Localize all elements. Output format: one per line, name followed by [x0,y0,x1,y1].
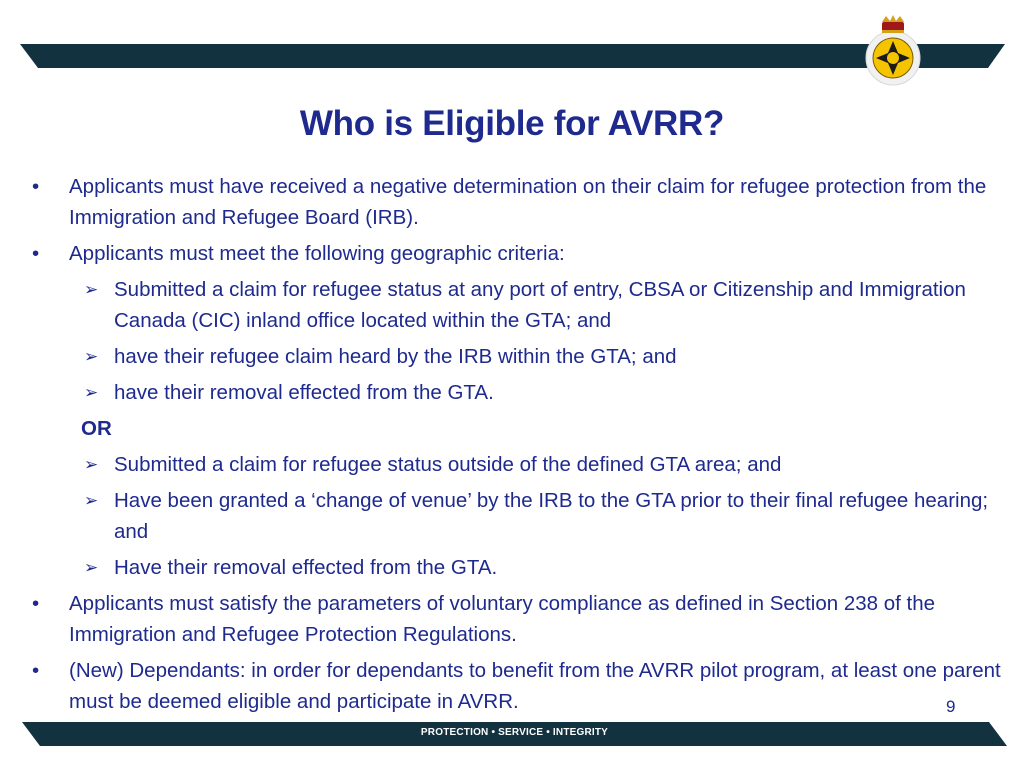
bullet-text: (New) Dependants: in order for dependants to benefit from the AVRR pilot program, at least one parent must be deemed eligible and participate in AVRR. [69,659,1001,713]
sub-bullet-item [30,485,1005,547]
bullet-item [30,655,1005,717]
sub-bullet-item [30,274,1005,336]
bullet-text: Applicants must have received a negative determination on their claim for refugee protection from the Immigration and Refugee Board (IRB). [69,175,987,229]
sub-bullet-text: have their refugee claim heard by the IRB within the GTA; and [114,345,677,368]
sub-bullet-item [30,341,1005,372]
arrow-bullet-icon: ➢ [84,383,99,402]
sub-bullet-text: have their removal effected from the GTA. [114,381,494,404]
bullet-marker: • [32,659,40,682]
sub-bullet-text: Have their removal effected from the GTA. [114,556,498,579]
sub-bullet-text: Have been granted a ‘change of venue’ by the IRB to the GTA prior to their final refugee hearing; and [114,489,989,543]
sub-bullet-item [30,377,1005,408]
or-separator: OR [81,417,112,440]
sub-bullet-item [30,449,1005,480]
bullet-item [30,588,1005,650]
bullet-marker: • [32,175,40,198]
bullet-text: Applicants must satisfy the parameters of voluntary compliance as defined in Section 238 of the Immigration and Refugee Protection Regulations. [69,592,936,646]
sub-bullet-item [30,552,1005,583]
page-number: 9 [946,697,956,716]
bullet-text: Applicants must meet the following geographic criteria: [69,242,565,265]
bullet-marker: • [32,242,40,265]
arrow-bullet-icon: ➢ [84,558,99,577]
sub-bullet-text: Submitted a claim for refugee status outside of the defined GTA area; and [114,453,782,476]
arrow-bullet-icon: ➢ [84,455,99,474]
arrow-bullet-icon: ➢ [84,491,99,510]
cbsa-crest-logo [858,14,928,86]
footer-band [22,722,1007,746]
arrow-bullet-icon: ➢ [84,280,99,299]
slide-body [30,171,1005,722]
bullet-item [30,171,1005,233]
arrow-bullet-icon: ➢ [84,347,99,366]
bullet-item [30,238,1005,269]
footer-motto: PROTECTION • SERVICE • INTEGRITY [420,727,609,738]
bullet-marker: • [32,592,40,615]
sub-bullet-text: Submitted a claim for refugee status at any port of entry, CBSA or Citizenship and Immigration Canada (CIC) inland office located within the GTA; and [114,278,966,332]
slide-title: Who is Eligible for AVRR? [299,104,725,143]
